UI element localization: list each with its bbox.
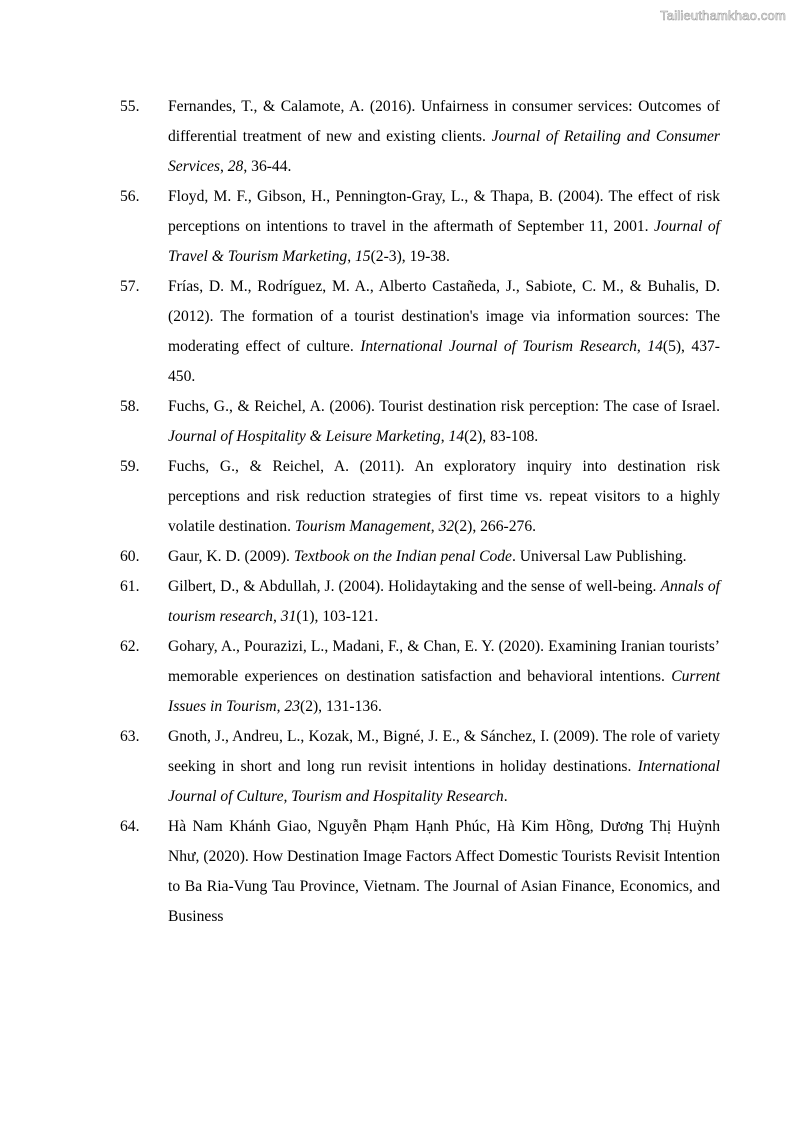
reference-segment: Frías, D. M., Rodríguez, M. A., Alberto Castañeda, J., Sabiote, C. M., & Buhalis, D. (2012). The formation of a tourist destination's image via information sources: The moderating effect of culture. [168,278,720,355]
reference-item [120,452,720,542]
reference-italic-segment: 23 [284,698,300,715]
reference-italic-segment: International Journal of Tourism Research [360,338,637,355]
reference-number: 64. [120,818,140,835]
reference-segment: Gilbert, D., & Abdullah, J. (2004). Holidaytaking and the sense of well-being. [168,578,661,595]
reference-segment: (5), 437-450. [168,338,720,385]
reference-text [168,392,720,452]
reference-italic-segment: Journal of Retailing and Consumer Services [168,128,721,175]
reference-item [120,272,720,392]
reference-text [168,452,720,542]
reference-italic-segment: 31 [280,608,297,625]
reference-text [168,92,720,182]
reference-item [120,572,720,632]
reference-segment: , [440,428,449,445]
reference-number: 63. [120,728,140,745]
reference-list [120,92,720,932]
reference-segment: Gaur, K. D. (2009). [168,548,294,565]
reference-segment: , [219,158,228,175]
reference-italic-segment: 15 [355,248,371,265]
reference-number: 57. [120,278,140,295]
reference-number: 58. [120,398,140,415]
reference-number: 61. [120,578,140,595]
reference-number: 62. [120,638,140,655]
reference-text [168,182,720,272]
reference-segment: . [503,788,508,805]
reference-segment: Gnoth, J., Andreu, L., Kozak, M., Bigné, J. E., & Sánchez, I. (2009). The role of variety seeking in short and long run revisit intentions in holiday destinations. [168,728,720,775]
reference-segment: , [430,518,439,535]
reference-segment: , [276,698,285,715]
reference-segment: (2), 83-108. [464,428,539,445]
reference-item [120,722,720,812]
reference-number: 55. [120,98,140,115]
reference-segment: , 36-44. [243,158,292,175]
reference-italic-segment: Current Issues in Tourism [168,668,720,715]
reference-italic-segment: 28 [227,158,244,175]
reference-segment: . Universal Law Publishing. [511,548,687,565]
reference-italic-segment: Journal of Hospitality & Leisure Marketing [168,428,441,445]
reference-segment: , [347,248,355,265]
reference-italic-segment: Annals of tourism research [168,578,720,625]
reference-text [168,272,720,392]
reference-item [120,92,720,182]
reference-italic-segment: Tourism Management [294,518,431,535]
reference-number: 60. [120,548,140,565]
reference-text [168,812,720,932]
reference-text [168,542,720,572]
reference-segment: Fuchs, G., & Reichel, A. (2011). An exploratory inquiry into destination risk perceptions and risk reduction strategies of first time vs. repeat visitors to a highly volatile destination. [168,458,720,535]
reference-text [168,632,720,722]
reference-segment: Gohary, A., Pourazizi, L., Madani, F., & Chan, E. Y. (2020). Examining Iranian tourists’ memorable experiences on destination satisfaction and behavioral intentions. [168,638,720,685]
reference-segment: , [272,608,281,625]
reference-item [120,542,720,572]
reference-item [120,632,720,722]
reference-number: 59. [120,458,140,475]
reference-italic-segment: 14 [647,338,663,355]
reference-italic-segment: Textbook on the Indian penal Code [293,548,512,565]
reference-segment: (2), 266-276. [454,518,537,535]
reference-segment: (2-3), 19-38. [370,248,450,265]
reference-item [120,392,720,452]
reference-italic-segment: 14 [448,428,465,445]
reference-text [168,722,720,812]
reference-number: 56. [120,188,140,205]
reference-segment: Floyd, M. F., Gibson, H., Pennington-Gray, L., & Thapa, B. (2004). The effect of risk perceptions on intentions to travel in the aftermath of September 11, 2001. [168,188,720,235]
reference-segment: Fuchs, G., & Reichel, A. (2006). Tourist destination risk perception: The case of Israel. [168,398,720,415]
reference-italic-segment: Journal of Travel & Tourism Marketing [168,218,720,265]
reference-segment: Hà Nam Khánh Giao, Nguyễn Phạm Hạnh Phúc, Hà Kim Hồng, Dương Thị Huỳnh Như, (2020). How Destination Image Factors Affect Domestic Tourists Revisit Intention to Ba Ria-Vung Tau Province, Vietnam. The Journal of Asian Finance, Economics, and Business [168,818,720,925]
reference-segment: (1), 103-121. [296,608,379,625]
reference-item [120,812,720,932]
reference-segment: Fernandes, T., & Calamote, A. (2016). Unfairness in consumer services: Outcomes of differential treatment of new and existing clients. [168,98,720,145]
reference-segment: , [636,338,648,355]
reference-item [120,182,720,272]
reference-italic-segment: International Journal of Culture, Tourism and Hospitality Research [168,758,720,805]
reference-segment: (2), 131-136. [300,698,382,715]
watermark-text: Tailieuthamkhao.com [660,8,786,23]
reference-text [168,572,720,632]
reference-italic-segment: 32 [438,518,455,535]
